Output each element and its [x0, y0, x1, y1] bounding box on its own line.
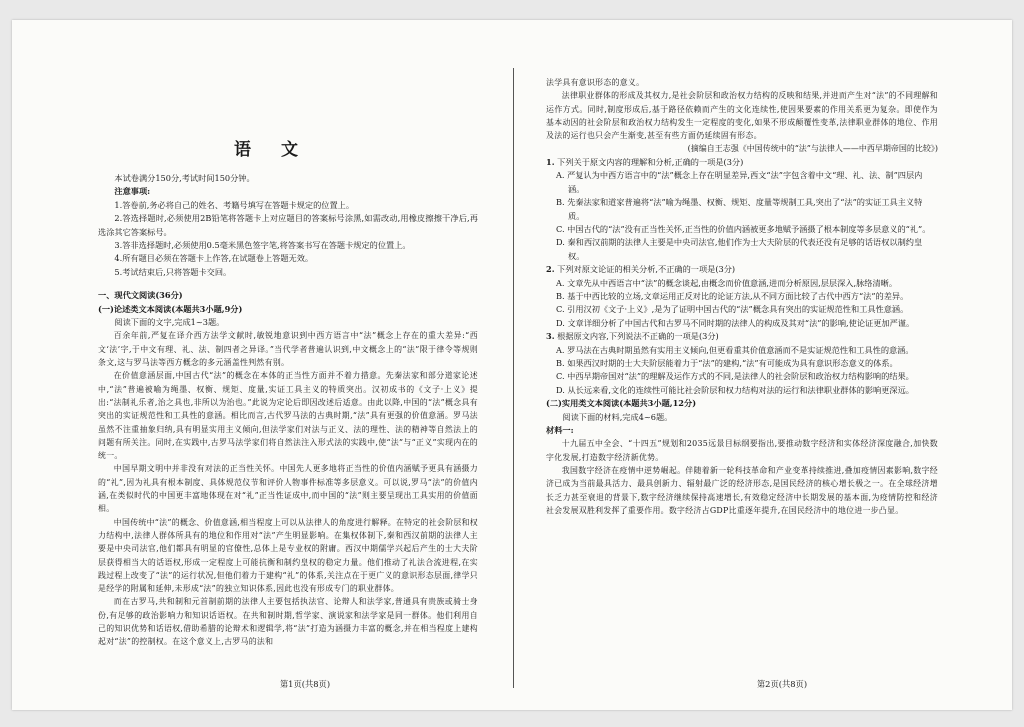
option-b: B. 基于中西比较的立场,文章运用正反对比的论证方法,从不同方面比较了古代中西方“法”的差异。: [556, 290, 909, 301]
passage-paragraph: 法律职业群体的形成及其权力,是社会阶层和政治权力结构的反映和结果,并进而产生对“法”的不同理解和运作方式。同时,制度形成后,基于路径依赖而产生的文化连续性,使因果要素的作用关系更为复杂。即使作为基本动因的社会阶层和政治权力结构发生一定程度的变化,如果不形成颠覆性变革,法律职业群体的地位、作用及法的运行也只会产生渐变,甚至有些方面仍延续固有形态。: [546, 91, 938, 141]
option-a: A. 罗马法在古典时期虽然有实用主义倾向,但更看重其价值意涵而不是实证规范性和工具性的意涵。: [556, 344, 914, 355]
page-title: 语 文: [234, 140, 310, 160]
question-number: 3.: [546, 331, 555, 342]
notice-item: 5.考试结束后,只将答题卡交回。: [114, 266, 232, 277]
notice-item: 4.所有题目必须在答题卡上作答,在试题卷上答题无效。: [114, 253, 314, 264]
question-number: 2.: [546, 264, 555, 275]
question-number: 1.: [546, 156, 555, 167]
question-3: [546, 330, 938, 397]
question-1: [546, 156, 938, 263]
exam-intro: 本试卷满分150分,考试时间150分钟。: [114, 173, 255, 183]
option-b: B. 先秦法家和道家普遍将“法”喻为绳墨、权衡、规矩、度量等规制工具,突出了“法”的实证工具主义特质。: [556, 197, 923, 221]
notice-title: 注意事项:: [114, 186, 151, 197]
page-2-footer: 第2页(共8页): [756, 679, 808, 689]
option-d: D. 从长远来看,文化的连续性可能比社会阶层和权力结构对法的运行和法律职业群体的影响更深远。: [556, 384, 914, 395]
section-heading: 一、现代文阅读(36分): [98, 290, 183, 301]
option-c: C. 中西早期帝国对“法”的理解及运作方式的不同,是法律人的社会阶层和政治权力结构影响的结果。: [556, 371, 914, 382]
material-paragraph: 十九届五中全会、“十四五”规划和2035远景目标纲要指出,要推动数字经济和实体经济深度融合,加快数字化发展,打造数字经济新优势。: [546, 439, 938, 462]
option-c: C. 引用汉初《文子·上义》,是为了证明中国古代的“法”概念具有突出的实证规范性和工具性意涵。: [556, 304, 909, 315]
passage-paragraph: 中国早期文明中并非没有对法的正当性关怀。中国先人更多地将正当性的价值内涵赋予更具有涵摄力的“礼”,因为礼具有根本制度、具体规范仪节和评价人物事件标准等多层意义。可以说,罗马“法”的价值内涵,在类似时代的中国更丰富地体现在对“礼”正当性证成中,而中国的“法”则主要呈现出工具实用的价值面相。: [98, 464, 478, 514]
reading-instruction: 阅读下面的材料,完成4~6题。: [562, 411, 673, 422]
page-divider: [513, 68, 514, 688]
page-1-body: [98, 172, 478, 649]
passage-paragraph: 而在古罗马,共和制和元首制前期的法律人主要包括执法官、论辩人和法学家,普通具有贵族或骑士身份,有足够的政治影响力和知识话语权。在共和制时期,哲学家、演说家和法学家是同一群体。他们利用自己的知识优势和话语权,借助希腊的论辩术和逻辑学,将“法”打造为涵摄力丰富的概念,并在相当程度上建构起对“法”的控制权。在这个意义上,古罗马的法和: [98, 597, 478, 647]
material-paragraph: 我国数字经济在疫情中逆势崛起。伴随着新一轮科技革命和产业变革持续推进,叠加疫情因素影响,数字经济已成为当前最具活力、最具创新力、辐射最广泛的经济形态,是国民经济的核心增长极之一。在全球经济增长乏力甚至衰退的背景下,数字经济继续保持高速增长,有效稳定经济中长期发展的基本面,为疫情防控和经济社会发展双胜利发挥了重要作用。数字经济占GDP比重逐年提升,在国民经济中的地位进一步凸显。: [546, 466, 938, 515]
subsection-heading: (二)实用类文本阅读(本题共3小题,12分): [546, 398, 697, 409]
option-c: C. 中国古代的“法”没有正当性关怀,正当性的价值内涵被更多地赋予涵摄了根本制度等多层意义的“礼”。: [556, 223, 931, 234]
reading-instruction: 阅读下面的文字,完成1~3题。: [114, 317, 225, 328]
passage-paragraph: 中国传统中“法”的概念、价值意涵,相当程度上可以从法律人的角度进行解释。在特定的社会阶层和权力结构中,法律人群体所具有的地位和作用对“法”产生明显影响。在集权体制下,秦和西汉前期的法律人主要是中央司法官,他们都具有明显的官僚性,总体上是专业权的附庸。西汉中期儒学兴起后产生的士大夫阶层获得相当大的话语权,形成一定程度上可能抗衡和制约皇权的稳定力量。他们推动了礼法合流进程,在实践过程上改变了“法”的运行状况,但他们着力于建构“礼”的体系,关注点在于更广义的意识形态层面,律学只是经学的附属和延伸,未形成“法”的独立知识体系,因此也没有形成专门的职业群体。: [98, 517, 478, 594]
passage-paragraph: 在价值意涵层面,中国古代“法”的概念在本体的正当性方面并不着力措意。先秦法家和部分道家论述中,“法”普遍被喻为绳墨、权衡、规矩、度量,实证工具主义的特质突出。汉初成书的《文子·上义》提出:“法制礼乐者,治之具也,非所以为治也。”此说为定论后即因改述后适意。由此以降,中国的“法”概念具有突出的实证规范性和工具性的意涵。相比而言,古代罗马法的古典时期,“法”具有更强的价值意涵。罗马法虽然不注重抽象归纳,具有明显实用主义倾向,但法学家们对法与正义、法的理性、法的精神等自然法上的问题有所关注。同时,在实践中,古罗马法学家们将自然法注入形式法的实践中,使“法”与“正义”实现内在的统一。: [98, 371, 478, 461]
question-stem: 根据原文内容,下列说法不正确的一项是(3分): [557, 331, 719, 342]
option-a: A. 严复认为中西方语言中的“法”概念上存在明显差异,西文“法”字包含着中文“理、礼、法、制”四层内涵。: [556, 170, 923, 194]
page-2-body: [546, 76, 938, 517]
question-2: [546, 263, 938, 330]
notice-item: 1.答卷前,务必将自己的姓名、考籍号填写在答题卡规定的位置上。: [114, 199, 355, 210]
passage-paragraph: 百余年前,严复在译介西方法学文献时,敏锐地意识到中西方语言中“法”概念上存在的重大差异:“西文‘法’字,于中文有理、礼、法、制四者之异译。”当代学者普遍认识到,中文概念上的“法”限于律令等规则条文,这与罗马法等西方概念的多元涵盖性判然有别。: [98, 331, 478, 368]
option-b: B. 如果西汉时期的士大夫阶层能着力于“法”的建构,“法”有可能成为具有意识形态意义的体系。: [556, 357, 898, 368]
notice-item: 3.答非选择题时,必须使用0.5毫米黑色签字笔,将答案书写在答题卡规定的位置上。: [114, 240, 411, 251]
option-d: D. 秦和西汉前期的法律人主要是中央司法官,他们作为士大夫阶层的代表还没有足够的话语权以制约皇权。: [556, 237, 923, 261]
passage-source: (摘编自王志强《中国传统中的“法”与法律人——中西早期帝国的比较》): [687, 144, 938, 154]
passage-continuation: 法学具有意识形态的意义。: [546, 78, 645, 87]
notice-item: 2.答选择题时,必须使用2B铅笔将答题卡上对应题目的答案标号涂黑,如需改动,用橡皮擦擦干净后,再选涂其它答案标号。: [98, 213, 478, 237]
subsection-heading: (一)论述类文本阅读(本题共3小题,9分): [98, 303, 243, 314]
exam-sheet: [12, 20, 1012, 710]
option-d: D. 文章详细分析了中国古代和古罗马不同时期的法律人的构成及其对“法”的影响,使论证更加严谨。: [556, 317, 915, 328]
question-stem: 下列对原文论证的相关分析,不正确的一项是(3分): [557, 264, 736, 275]
page-1-footer: 第1页(共8页): [279, 679, 331, 689]
question-stem: 下列关于原文内容的理解和分析,正确的一项是(3分): [557, 156, 744, 167]
material-title: 材料一:: [546, 425, 574, 436]
option-a: A. 文章先从中西语言中“法”的概念谈起,由概念而价值意涵,进而分析原因,层层深入,脉络清晰。: [556, 277, 898, 288]
